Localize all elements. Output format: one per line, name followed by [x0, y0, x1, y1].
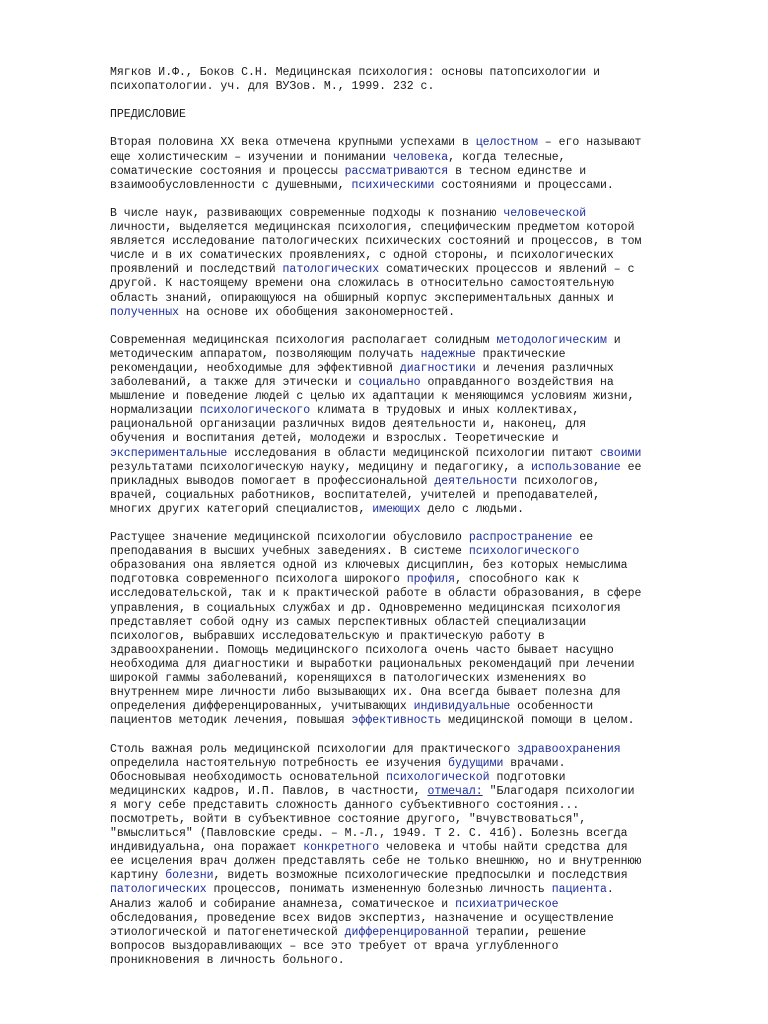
inline-link[interactable]: психологического: [468, 545, 580, 559]
text-span: процессов, понимать измененную болезнью личность: [206, 883, 552, 897]
inline-link[interactable]: пациента: [551, 883, 607, 897]
inline-link[interactable]: имеющих: [372, 502, 421, 516]
spacer: [110, 94, 710, 108]
text-span: является исследование патологических психических состояний и процессов, в том: [110, 235, 642, 249]
text-span: медицинских кадров, И.П. Павлов, в частности,: [110, 784, 428, 798]
text-span: психологов, выбравших исследовательскую и практическую работу в: [110, 629, 545, 643]
text-line: [110, 841, 710, 855]
text-span: обучения и воспитания детей, молодежи и взрослых. Теоретические и: [110, 432, 559, 446]
text-line: [110, 503, 710, 517]
text-line: [110, 799, 710, 813]
text-span: дело с людьми.: [420, 502, 525, 516]
text-span: здравоохранении. Помощь медицинского психолога очень часто бывает насущно: [110, 643, 614, 657]
paragraph-spacer: [110, 517, 710, 531]
citation: [110, 66, 710, 94]
text-span: Обосновывая необходимость основательной: [110, 770, 387, 784]
text-span: обследования, проведение всех видов экспертиз, назначение и осуществление: [110, 911, 614, 925]
text-line: [110, 757, 710, 771]
text-line: [110, 277, 710, 291]
text-span: особенности: [510, 700, 594, 714]
paragraph: [110, 136, 710, 192]
text-line: [110, 898, 710, 912]
text-span: необходима для диагностики и выработки рациональных рекомендаций при лечении: [110, 657, 635, 671]
text-span: соматические состояния и процессы: [110, 164, 345, 178]
paragraph: [110, 334, 710, 517]
inline-link[interactable]: индивидуальные: [413, 700, 511, 714]
text-line: [110, 545, 710, 559]
paragraph: [110, 207, 710, 320]
text-line: [110, 954, 710, 968]
text-line: [110, 813, 710, 827]
inline-link[interactable]: эффективность: [351, 714, 442, 728]
text-span: психопатологии. уч. для ВУЗов. М., 1999. 232 с.: [110, 80, 435, 94]
inline-link[interactable]: распространение: [468, 531, 573, 545]
text-line: [110, 249, 710, 263]
spacer: [110, 122, 710, 136]
inline-link[interactable]: будущими: [448, 756, 504, 770]
paragraph-spacer: [110, 193, 710, 207]
inline-link[interactable]: психологической: [386, 770, 490, 784]
text-span: в тесном единстве и: [448, 164, 587, 178]
inline-link[interactable]: использование: [530, 460, 621, 474]
text-span: взаимообусловленности с душевными,: [110, 178, 352, 192]
text-span: определения дифференцированных, учитывающих: [110, 700, 414, 714]
text-span: многих других категорий специалистов,: [110, 502, 373, 516]
text-span: проникновения в личность больного.: [110, 953, 345, 967]
document-page: [110, 66, 710, 968]
text-line: [110, 785, 710, 799]
text-span: Столь важная роль медицинской психологии для практического: [110, 742, 518, 756]
inline-link[interactable]: целостном: [475, 136, 538, 150]
text-span: индивидуальна, она поражает: [110, 841, 304, 855]
text-span: медицинской помощи в целом.: [441, 714, 635, 728]
section-heading: ПРЕДИСЛОВИЕ: [110, 108, 186, 122]
text-span: я могу себе представить сложность данного субъективного состояния...: [110, 798, 580, 812]
text-span: ее исцеления врач должен представлять себе не только внешнюю, но и внутреннюю: [110, 855, 642, 869]
text-line: [110, 475, 710, 489]
inline-link[interactable]: надежные: [420, 347, 476, 361]
text-line: [110, 221, 710, 235]
text-span: Вторая половина XX века отмечена крупными успехами в: [110, 136, 476, 150]
text-span: "вмыслиться" (Павловские среды. – М.-Л., 1949. Т 2. С. 41б). Болезнь всегда: [110, 827, 628, 841]
inline-link[interactable]: своими: [600, 446, 642, 460]
text-line: [110, 869, 710, 883]
text-span: результатами психологическую науку, медицину и педагогику, а: [110, 460, 531, 474]
text-span: Анализ жалоб и собирание анамнеза, соматическое и: [110, 897, 456, 911]
text-span: проявлений и последствий: [110, 263, 283, 277]
text-line: [110, 658, 710, 672]
text-span: , видеть возможные психологические предпосылки и последствия: [213, 869, 628, 883]
inline-link[interactable]: социально: [358, 376, 421, 390]
text-line: [110, 855, 710, 869]
text-span: мышление и поведение людей с целью их адаптации к меняющимся условиям жизни,: [110, 390, 635, 404]
text-line: [110, 587, 710, 601]
body-text: [110, 136, 710, 968]
text-span: широкой гаммы заболеваний, коренящихся в патологических изменениях во: [110, 672, 587, 686]
text-line: [110, 672, 710, 686]
text-span: практические: [475, 347, 566, 361]
text-span: определила настоятельную потребность ее изучения: [110, 756, 449, 770]
text-span: психологов,: [517, 474, 601, 488]
text-span: Растущее значение медицинской психологии обусловило: [110, 531, 469, 545]
text-line: [110, 686, 710, 700]
text-line: [110, 235, 710, 249]
inline-link[interactable]: болезни: [165, 869, 214, 883]
inline-link[interactable]: полученных: [110, 305, 180, 319]
inline-link[interactable]: человеческой: [503, 206, 587, 220]
inline-link[interactable]: деятельности: [434, 474, 518, 488]
text-line: [110, 447, 710, 461]
text-line: [110, 940, 710, 954]
text-span: этиологической и патогенетической: [110, 925, 345, 939]
text-line: [110, 883, 710, 897]
text-line: [110, 644, 710, 658]
text-span: ее: [620, 460, 642, 474]
text-line: [110, 573, 710, 587]
text-line: [110, 306, 710, 320]
inline-link[interactable]: диагностики: [399, 361, 476, 375]
paragraph: [110, 743, 710, 969]
text-line: [110, 348, 710, 362]
text-line: [110, 292, 710, 306]
text-span: ее: [572, 531, 594, 545]
text-span: , когда телесные,: [448, 150, 566, 164]
inline-link[interactable]: психиатрическое: [455, 897, 559, 911]
text-line: [110, 179, 710, 193]
text-line: [110, 602, 710, 616]
text-line: [110, 559, 710, 573]
text-line: [110, 334, 710, 348]
inline-link[interactable]: патологических: [282, 263, 380, 277]
text-line: [110, 207, 710, 221]
text-span: личности, выделяется медицинская психология, специфическим предметом которой: [110, 221, 635, 235]
text-span: исследования в области медицинской психологии питают: [227, 446, 600, 460]
text-line: [110, 376, 710, 390]
text-span: терапии, решение: [468, 925, 587, 939]
paragraph-spacer: [110, 320, 710, 334]
text-span: , способного как к: [455, 573, 580, 587]
text-line: [110, 461, 710, 475]
text-line: [110, 80, 710, 94]
inline-link[interactable]: конкретного: [303, 841, 380, 855]
text-line: [110, 263, 710, 277]
text-span: .: [606, 883, 614, 897]
text-span: прикладных выводов помогает в профессиональной: [110, 474, 435, 488]
text-span: и лечения различных: [475, 361, 614, 375]
text-span: картину: [110, 869, 166, 883]
inline-link[interactable]: психическими: [351, 178, 435, 192]
inline-link[interactable]: экспериментальные: [110, 446, 228, 460]
text-line: [110, 418, 710, 432]
text-span: преподавания в высших учебных заведениях. В системе: [110, 545, 469, 559]
text-line: [110, 912, 710, 926]
text-line: [110, 151, 710, 165]
text-line: [110, 771, 710, 785]
text-span: врачей, социальных работников, воспитателей, учителей и преподавателей,: [110, 488, 600, 502]
inline-link[interactable]: здравоохранения: [517, 742, 621, 756]
text-span: числе и в их соматических проявлениях, с одной стороны, и психологических: [110, 249, 614, 263]
text-line: [110, 404, 710, 418]
text-line: [110, 714, 710, 728]
text-span: заболеваний, а также для этически и: [110, 376, 359, 390]
inline-link[interactable]: отмечал:: [427, 784, 483, 798]
inline-link[interactable]: патологических: [110, 883, 207, 897]
text-span: рекомендации, необходимые для эффективной: [110, 361, 400, 375]
text-span: подготовка современного психолога широкого: [110, 573, 407, 587]
text-span: состояниями и процессами.: [434, 178, 614, 192]
text-span: – его называют: [537, 136, 642, 150]
paragraph-spacer: [110, 728, 710, 742]
text-span: В числе наук, развивающих современные подходы к познанию: [110, 206, 504, 220]
inline-link[interactable]: профиля: [406, 573, 456, 587]
inline-link[interactable]: методологическим: [496, 333, 607, 347]
text-span: представляет собой одну из самых перспективных областей специализации: [110, 615, 587, 629]
text-span: подготовки: [489, 770, 566, 784]
text-line: [110, 66, 710, 80]
text-line: [110, 630, 710, 644]
text-line: [110, 827, 710, 841]
text-span: внутреннем мире личности либо вызывающих их. Она всегда бывает полезна для: [110, 686, 621, 700]
text-span: посмотреть, войти в субъективное состояние другого, "вчувствоваться",: [110, 812, 587, 826]
text-span: нормализации: [110, 404, 200, 418]
text-line: [110, 926, 710, 940]
inline-link[interactable]: человека: [392, 150, 449, 164]
text-span: управления, в социальных службах и др. Одновременно медицинская психология: [110, 601, 621, 615]
text-span: образования она является одной из ключевых дисциплин, без которых немыслима: [110, 559, 628, 573]
text-span: пациентов методик лечения, повышая: [110, 714, 352, 728]
text-span: исследовательской, так и к практической работе в области образования, в сфере: [110, 587, 642, 601]
text-span: другой. К настоящему времени она сложилась в относительно самостоятельную: [110, 277, 614, 291]
text-line: [110, 165, 710, 179]
text-line: [110, 136, 710, 150]
text-span: "Благодаря психологии: [482, 784, 635, 798]
text-line: [110, 700, 710, 714]
text-span: Мягков И.Ф., Боков С.Н. Медицинская психология: основы патопсихологии и: [110, 66, 600, 79]
text-line: [110, 743, 710, 757]
text-span: врачами.: [503, 756, 566, 770]
text-span: оправданного воздействия на: [420, 376, 614, 390]
text-span: Современная медицинская психология располагает солидным: [110, 333, 497, 347]
text-span: и: [606, 333, 621, 347]
text-line: [110, 616, 710, 630]
paragraph: [110, 531, 710, 728]
text-line: [110, 432, 710, 446]
text-span: климата в трудовых и иных коллективах,: [310, 404, 580, 418]
inline-link[interactable]: рассматриваются: [344, 164, 449, 178]
text-span: человека и чтобы найти средства для: [379, 841, 628, 855]
text-span: вопросов выздоравливающих – все это требует от врача углубленного: [110, 939, 559, 953]
text-line: [110, 362, 710, 376]
inline-link[interactable]: дифференцированной: [344, 925, 469, 939]
text-line: [110, 489, 710, 503]
text-span: область знаний, опирающуюся на обширный корпус экспериментальных данных и: [110, 291, 614, 305]
text-span: на основе их обобщения закономерностей.: [179, 305, 456, 319]
inline-link[interactable]: психологического: [199, 404, 311, 418]
text-line: [110, 390, 710, 404]
text-span: рациональной организации различных видов деятельности и, наконец, для: [110, 418, 587, 432]
text-span: еще холистическим – изучении и понимании: [110, 150, 393, 164]
text-line: [110, 531, 710, 545]
text-span: методическим аппаратом, позволяющим получать: [110, 347, 421, 361]
text-span: соматических процессов и явлений – с: [379, 263, 635, 277]
